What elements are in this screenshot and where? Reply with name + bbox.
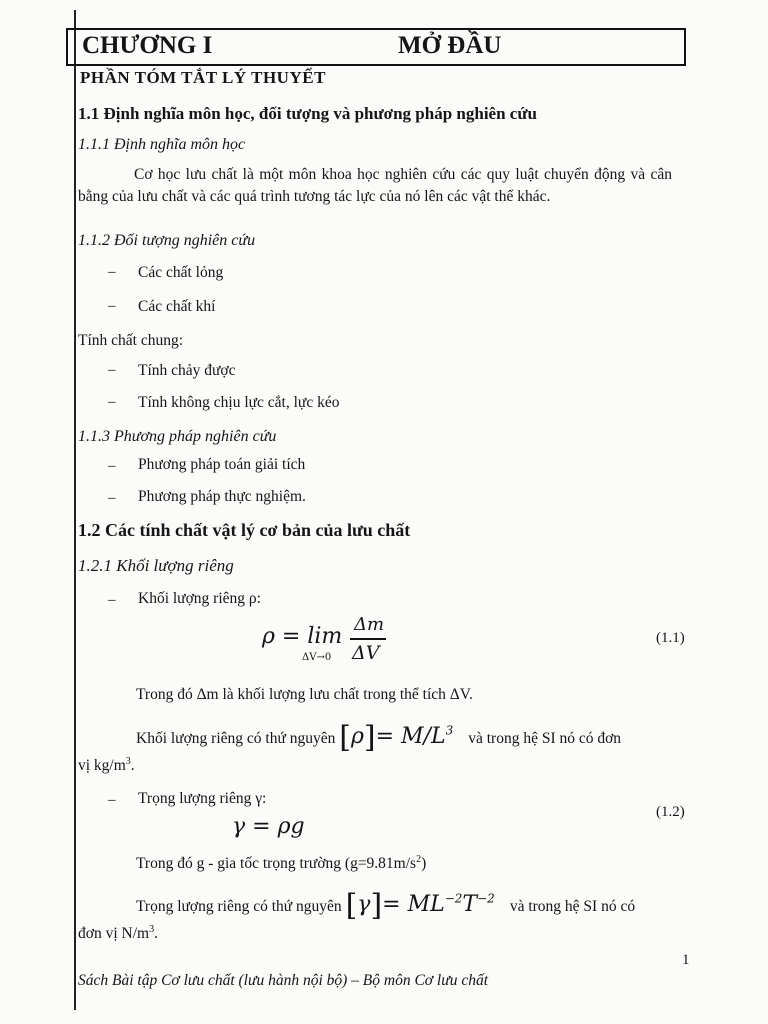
footer-text: Sách Bài tập Cơ lưu chất (lưu hành nội bộ) – Bộ môn Cơ lưu chất xyxy=(78,972,489,989)
chapter-title: MỞ ĐẦU xyxy=(398,32,502,59)
equation-number: (1.2) xyxy=(656,804,685,820)
section-1-1-heading: 1.1 Định nghĩa môn học, đối tượng và phương pháp nghiên cứu xyxy=(78,104,537,123)
list-item: Phương pháp toán giải tích xyxy=(138,456,306,473)
weight-dimension-time-exponent: −2 xyxy=(477,891,495,906)
equation-specific-weight: γ = ρg xyxy=(232,814,305,839)
summary-heading: PHẦN TÓM TẮT LÝ THUYẾT xyxy=(80,68,326,87)
weight-unit-line xyxy=(78,924,158,943)
density-unit-exponent: 3 xyxy=(125,756,131,767)
specific-weight-item: Trọng lượng riêng γ: xyxy=(138,790,267,807)
list-item: Các chất khí xyxy=(138,298,216,315)
bullet-dash: – xyxy=(108,592,116,608)
density-dimension-line xyxy=(136,720,621,755)
fraction-bar xyxy=(350,638,386,640)
gamma-symbol: γ xyxy=(357,892,371,917)
gravity-exponent: 2 xyxy=(416,854,422,865)
weight-unit-exponent: 3 xyxy=(149,924,155,935)
bullet-dash: – xyxy=(108,394,116,410)
density-unit: vị kg/m xyxy=(78,757,126,775)
list-item: Các chất lỏng xyxy=(138,264,224,281)
list-item: Tính không chịu lực cắt, lực kéo xyxy=(138,394,340,411)
bullet-dash: – xyxy=(108,362,116,378)
chapter-header-box xyxy=(66,28,686,66)
chapter-label: CHƯƠNG I xyxy=(82,32,213,59)
bullet-dash: – xyxy=(108,792,116,808)
section-1-1-3-heading: 1.1.3 Phương pháp nghiên cứu xyxy=(78,428,277,445)
section-1-1-1-heading: 1.1.1 Định nghĩa môn học xyxy=(78,136,246,153)
equation-numerator: Δm xyxy=(354,614,385,635)
density-dimension-text: Khối lượng riêng có thứ nguyên xyxy=(136,730,336,747)
weight-dimension-post: và trong hệ SI nó có xyxy=(509,898,636,915)
weight-dimension-text: Trọng lượng riêng có thứ nguyên xyxy=(136,898,342,915)
rho-symbol: ρ xyxy=(350,724,364,749)
equation-denominator: ΔV xyxy=(352,642,380,664)
density-dimension-post: và trong hệ SI nó có đơn xyxy=(468,730,622,747)
section-1-1-2-heading: 1.1.2 Đối tượng nghiên cứu xyxy=(78,232,256,249)
density-dimension-formula: $[\rho]= M/L^3$ xyxy=(339,720,454,755)
density-description: Trong đó Δm là khối lượng lưu chất trong thể tích ΔV. xyxy=(136,686,473,703)
page-number: 1 xyxy=(682,952,690,968)
list-item: Tính chảy được xyxy=(138,362,236,379)
bullet-dash: – xyxy=(108,458,116,474)
weight-dimension-line xyxy=(136,888,635,923)
page-margin-line xyxy=(74,10,76,1010)
equation-density xyxy=(262,616,402,672)
gravity-description xyxy=(136,854,426,873)
section-1-2-heading: 1.2 Các tính chất vật lý cơ bản của lưu chất xyxy=(78,520,411,540)
list-item: Phương pháp thực nghiệm. xyxy=(138,488,306,505)
equation-limit-sub: ΔV→0 xyxy=(302,652,332,663)
density-unit-line xyxy=(78,756,135,775)
gravity-text: Trong đó g - gia tốc trọng trường (g=9.81m/s xyxy=(136,855,417,873)
weight-unit: đơn vị N/m xyxy=(78,925,150,943)
bullet-dash: – xyxy=(108,298,116,314)
weight-dimension-time: T xyxy=(462,892,478,917)
weight-dimension-formula: $[\gamma]= ML^{-2}T^{-2}$ xyxy=(345,888,495,923)
definition-paragraph: Cơ học lưu chất là một môn khoa học nghiên cứu các quy luật chuyển động và cân bằng của lưu chất và các quá trình tương tác lực của nó lên các vật thể khác. xyxy=(78,166,672,205)
bullet-dash: – xyxy=(108,490,116,506)
equation-lhs: ρ = lim xyxy=(262,624,343,649)
gravity-end: ) xyxy=(421,855,427,873)
weight-dimension-rhs: = ML xyxy=(382,892,445,917)
equation-number: (1.1) xyxy=(656,630,685,646)
density-item: Khối lượng riêng ρ: xyxy=(138,590,261,607)
density-dimension-exponent: 3 xyxy=(445,723,454,738)
density-dimension-rhs: = M/L xyxy=(375,724,446,749)
weight-unit-end: . xyxy=(154,925,158,943)
bullet-dash: – xyxy=(108,264,116,280)
section-1-2-1-heading: 1.2.1 Khối lượng riêng xyxy=(78,556,234,575)
common-properties-label: Tính chất chung: xyxy=(78,332,184,349)
density-unit-end: . xyxy=(130,757,135,775)
weight-dimension-exponent: −2 xyxy=(444,891,463,906)
